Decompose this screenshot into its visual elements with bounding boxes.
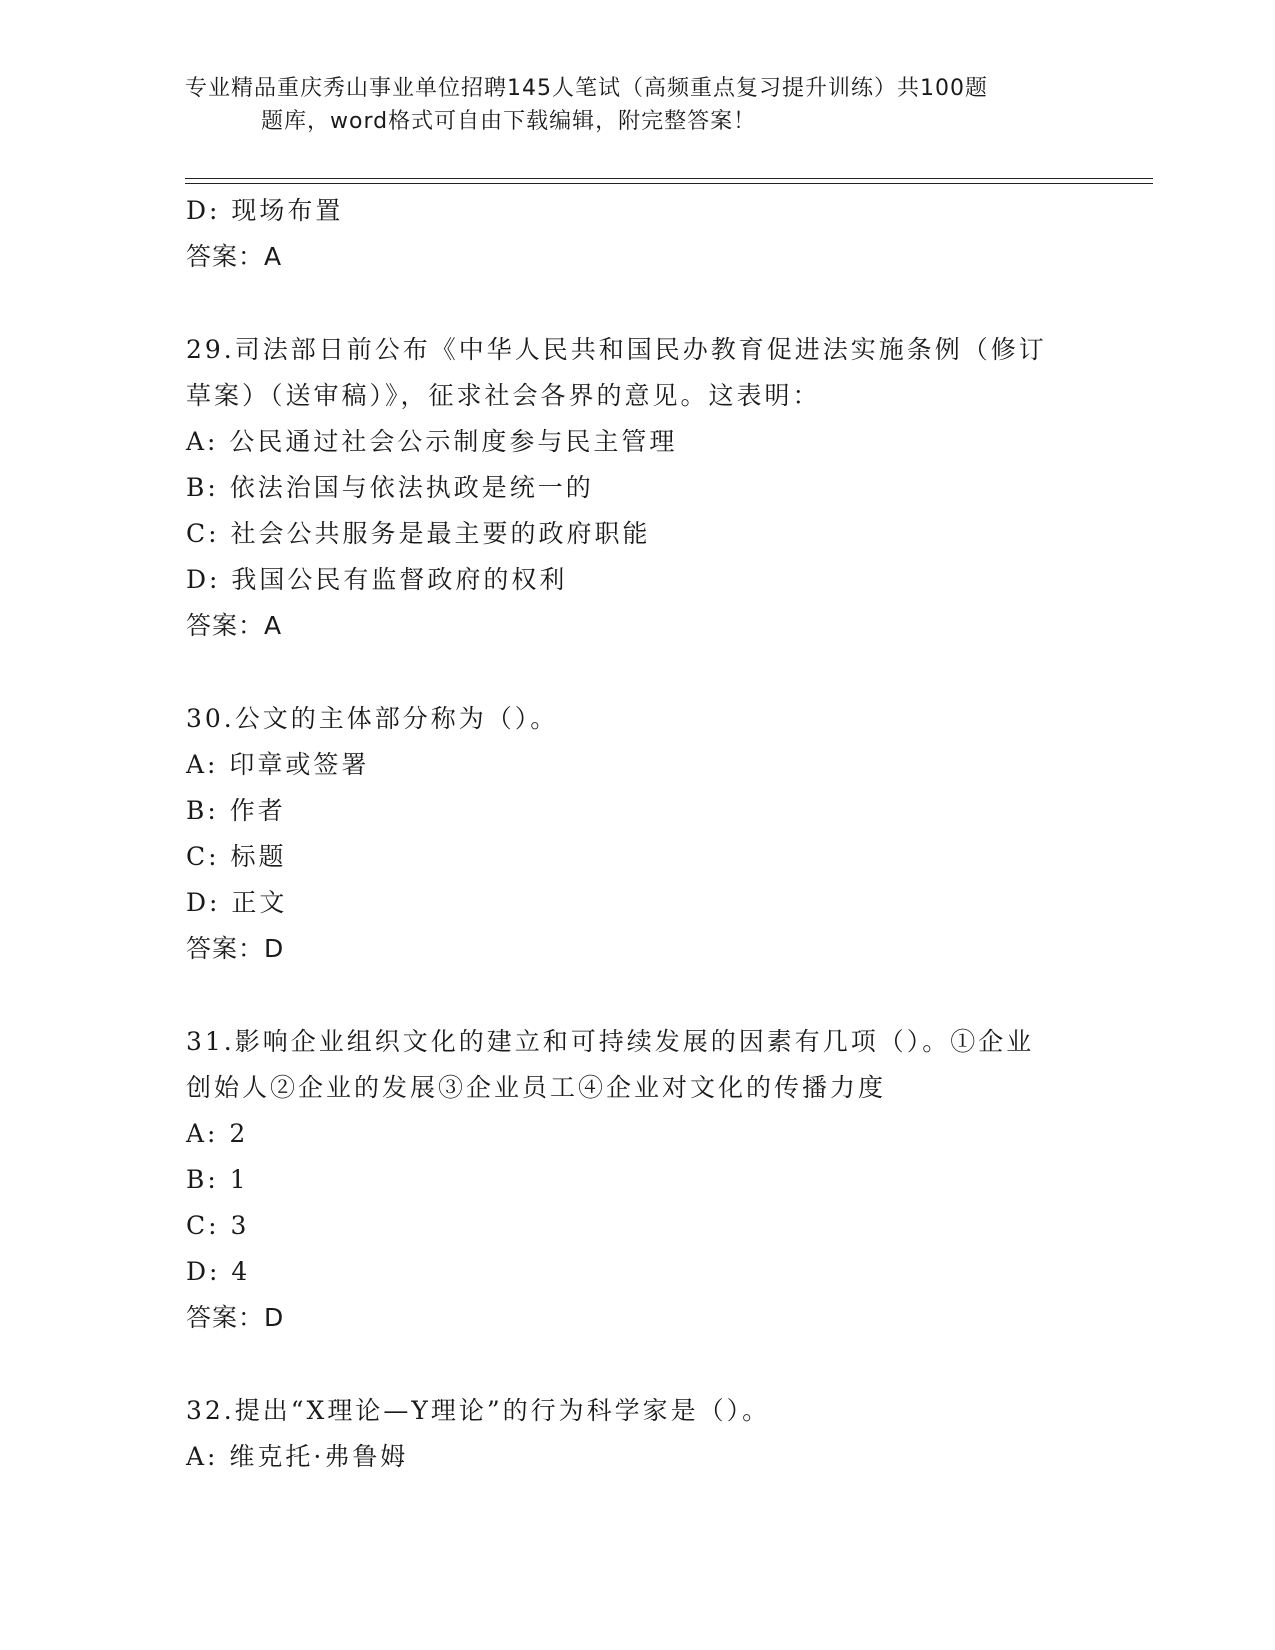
option-a: A: 2 — [186, 1119, 249, 1148]
question-29 — [186, 327, 1086, 649]
option-d: D: 现场布置 — [186, 196, 344, 225]
answer: 答案：D — [186, 1303, 285, 1332]
spacer — [186, 1341, 1086, 1388]
answer: 答案：A — [186, 242, 283, 271]
option-d: D: 我国公民有监督政府的权利 — [186, 565, 568, 594]
answer: 答案：A — [186, 611, 283, 640]
option-a: A: 印章或签署 — [186, 750, 370, 779]
header-divider-bottom — [185, 183, 1153, 184]
option-a: A: 公民通过社会公示制度参与民主管理 — [186, 427, 678, 456]
option-c: C: 社会公共服务是最主要的政府职能 — [186, 519, 651, 548]
spacer — [186, 972, 1086, 1019]
spacer — [186, 280, 1086, 327]
header-title-line1: 专业精品重庆秀山事业单位招聘145人笔试（高频重点复习提升训练）共100题 — [185, 76, 988, 101]
question-31 — [186, 1019, 1086, 1341]
page-header — [185, 72, 1065, 138]
option-c: C: 标题 — [186, 842, 287, 871]
question-stem-continued: 创始人②企业的发展③企业员工④企业对文化的传播力度 — [186, 1073, 887, 1102]
question-30 — [186, 696, 1086, 972]
header-divider-top — [185, 178, 1153, 179]
document-body — [186, 188, 1086, 1480]
question-stem: 32.提出“X理论—Y理论”的行为科学家是（）。 — [186, 1396, 771, 1425]
question-stem: 30.公文的主体部分称为（）。 — [186, 704, 559, 733]
question-stem: 29.司法部日前公布《中华人民共和国民办教育促进法实施条例（修订 — [186, 335, 1047, 364]
option-b: B: 作者 — [186, 796, 286, 825]
option-c: C: 3 — [186, 1211, 250, 1240]
spacer — [186, 649, 1086, 696]
question-stem-continued: 草案）（送审稿）》，征求社会各界的意见。这表明： — [186, 381, 821, 410]
question-32 — [186, 1388, 1086, 1480]
option-d: D: 4 — [186, 1257, 251, 1286]
option-b: B: 依法治国与依法执政是统一的 — [186, 473, 594, 502]
option-b: B: 1 — [186, 1165, 249, 1194]
answer: 答案：D — [186, 934, 285, 963]
option-a: A: 维克托·弗鲁姆 — [186, 1442, 409, 1471]
option-d: D: 正文 — [186, 888, 288, 917]
header-title-line2: 题库，word格式可自由下载编辑，附完整答案！ — [261, 109, 757, 134]
question-stem: 31.影响企业组织文化的建立和可持续发展的因素有几项（）。①企业 — [186, 1027, 1035, 1056]
